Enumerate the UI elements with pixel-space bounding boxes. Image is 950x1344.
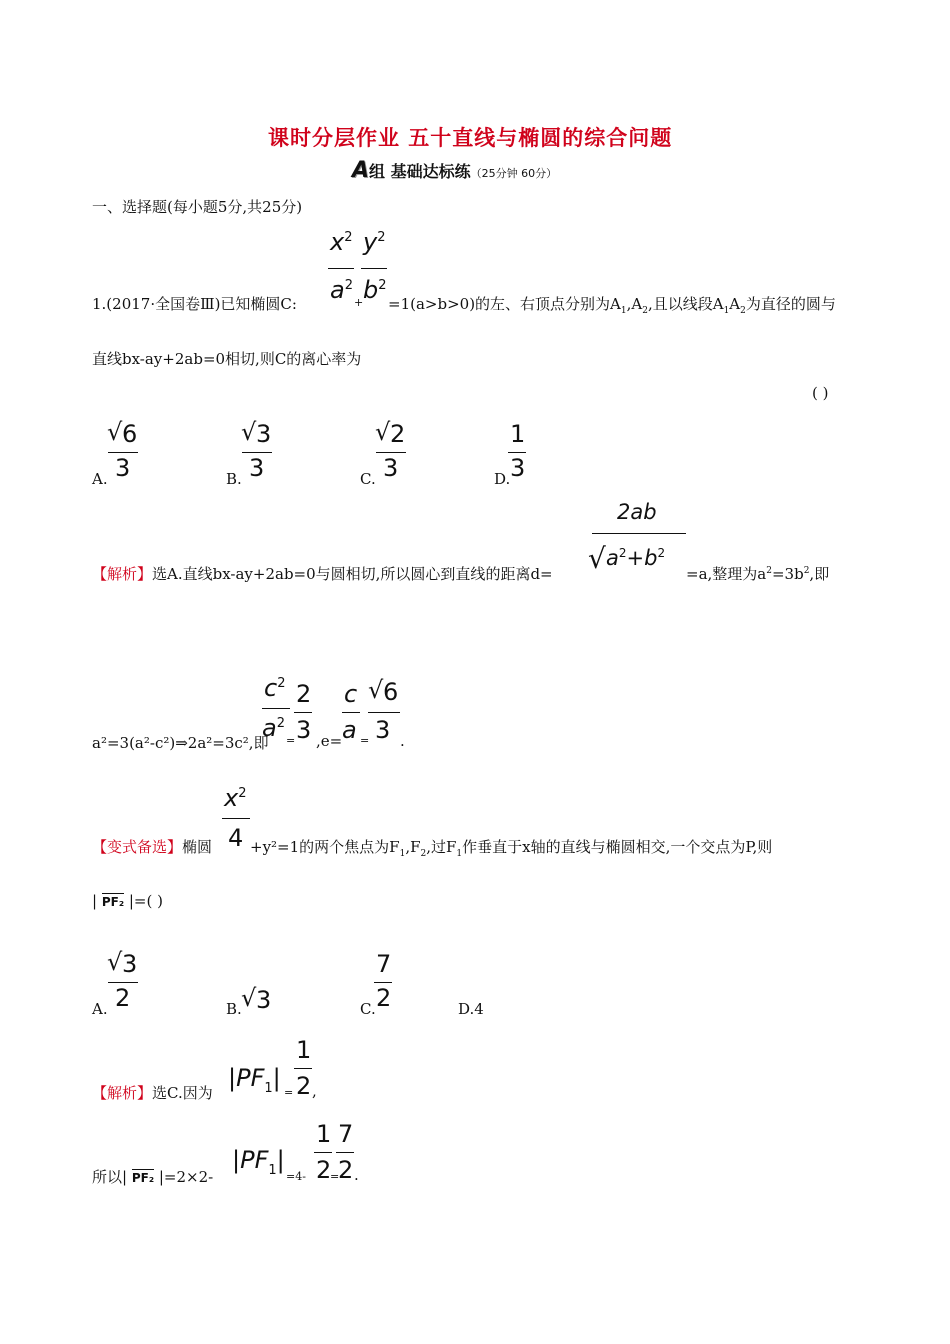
q1-frac1-den: $a^2$ <box>330 276 353 304</box>
vector-pf2: PF₂ <box>101 895 125 909</box>
group-label: 组 基础达标练 <box>369 162 471 181</box>
sol1b-frac1-num: $c^2$ <box>264 674 286 702</box>
sol2b-period: . <box>354 1166 359 1184</box>
q1-rest: =1(a>b>0)的左、右顶点分别为$A_1,A_2$,且以线段$A_1A_2$为直径的圆与 <box>388 295 836 316</box>
sol1b-eq2: = <box>360 734 370 747</box>
sol1b-frac4-den: 3 <box>375 716 391 744</box>
q1-frac2-num: $y^2$ <box>363 228 386 256</box>
sqrt-icon: √ <box>588 542 606 575</box>
sol2b-frac2-den: 2 <box>338 1156 354 1184</box>
sol1-tag: 【解析】 <box>92 565 153 583</box>
group-letter: A <box>352 158 370 183</box>
var-line2: | PF₂ |=( ) <box>92 892 163 910</box>
q1-line2: 直线bx-ay+2ab=0相切,则C的离心率为 <box>92 350 362 368</box>
q1-prefix: 1.(2017·全国卷Ⅲ)已知椭圆C: <box>92 295 297 313</box>
sol2-eq: = <box>284 1086 294 1099</box>
sol2-frac-den: 2 <box>296 1072 312 1100</box>
sol1b-eq1: = <box>286 734 296 747</box>
sol1-line: 【解析】选A.直线bx-ay+2ab=0与圆相切,所以圆心到直线的距离d= <box>92 565 553 583</box>
sol2b-line: 所以| PF₂ |=2×2- <box>92 1168 214 1186</box>
q1-frac1-num: $x^2$ <box>330 228 353 256</box>
sol2-line: 【解析】选C.因为 <box>92 1084 213 1102</box>
vector-pf2-2: PF₂ <box>131 1171 155 1185</box>
sol1b-e: ,e= <box>316 732 343 750</box>
sol2b-abs: $|PF_1|$ <box>232 1146 285 1178</box>
sol1b-frac3-den: a <box>342 716 357 744</box>
section-heading: 一、选择题(每小题5分,共25分) <box>92 198 303 216</box>
sol2b-frac2-num: 7 <box>338 1120 354 1148</box>
page-title: 课时分层作业 五十直线与椭圆的综合问题 <box>268 126 673 150</box>
sol2-frac-num: 1 <box>296 1036 312 1064</box>
q1-plus: + <box>354 296 364 309</box>
group-heading <box>352 158 557 183</box>
var-line: 【变式备选】椭圆 <box>92 838 213 856</box>
sol2b-frac1-num: 1 <box>316 1120 332 1148</box>
q1-frac2-den: $b^2$ <box>363 276 387 304</box>
sol1b-frac4-num: 6 <box>383 678 399 706</box>
q1-answer-paren: ( ) <box>812 384 829 402</box>
sol2-tag: 【解析】 <box>92 1084 153 1102</box>
sol2b-frac1-den: 2 <box>316 1156 332 1184</box>
sol1b-line: a²=3(a²-c²)⇒2a²=3c²,即 <box>92 734 269 752</box>
sol1-frac-num: 2ab <box>617 500 657 524</box>
sol1b-frac2-num: 2 <box>296 680 312 708</box>
var-frac-num: $x^2$ <box>224 784 247 812</box>
sol1b-frac2-den: 3 <box>296 716 312 744</box>
var-option-d[interactable]: D.4 <box>458 1000 484 1018</box>
sol1-frac-den: $a^2+b^2$ <box>606 546 666 570</box>
sol1b-period: . <box>400 732 405 750</box>
sol1b-frac3-num: c <box>344 680 358 708</box>
var-frac-den: 4 <box>228 824 244 852</box>
sol2-comma: , <box>312 1082 317 1100</box>
var-tag: 【变式备选】 <box>92 838 183 856</box>
group-time: （25分钟 60分） <box>470 167 558 180</box>
var-line-tail: +y²=1的两个焦点为$F_1,F_2$,过$F_1$作垂直于x轴的直线与椭圆相交,一个交点为P,则 <box>250 838 773 859</box>
sol2b-eq3: = <box>330 1170 340 1183</box>
sol1-tail: =a,整理为$a^2=3b^2$,即 <box>686 565 830 583</box>
sol2b-eq2: =4- <box>286 1170 306 1183</box>
sol2-abs: $|PF_1|$ <box>228 1064 281 1096</box>
sol1b-frac1-den: $a^2$ <box>262 714 285 742</box>
